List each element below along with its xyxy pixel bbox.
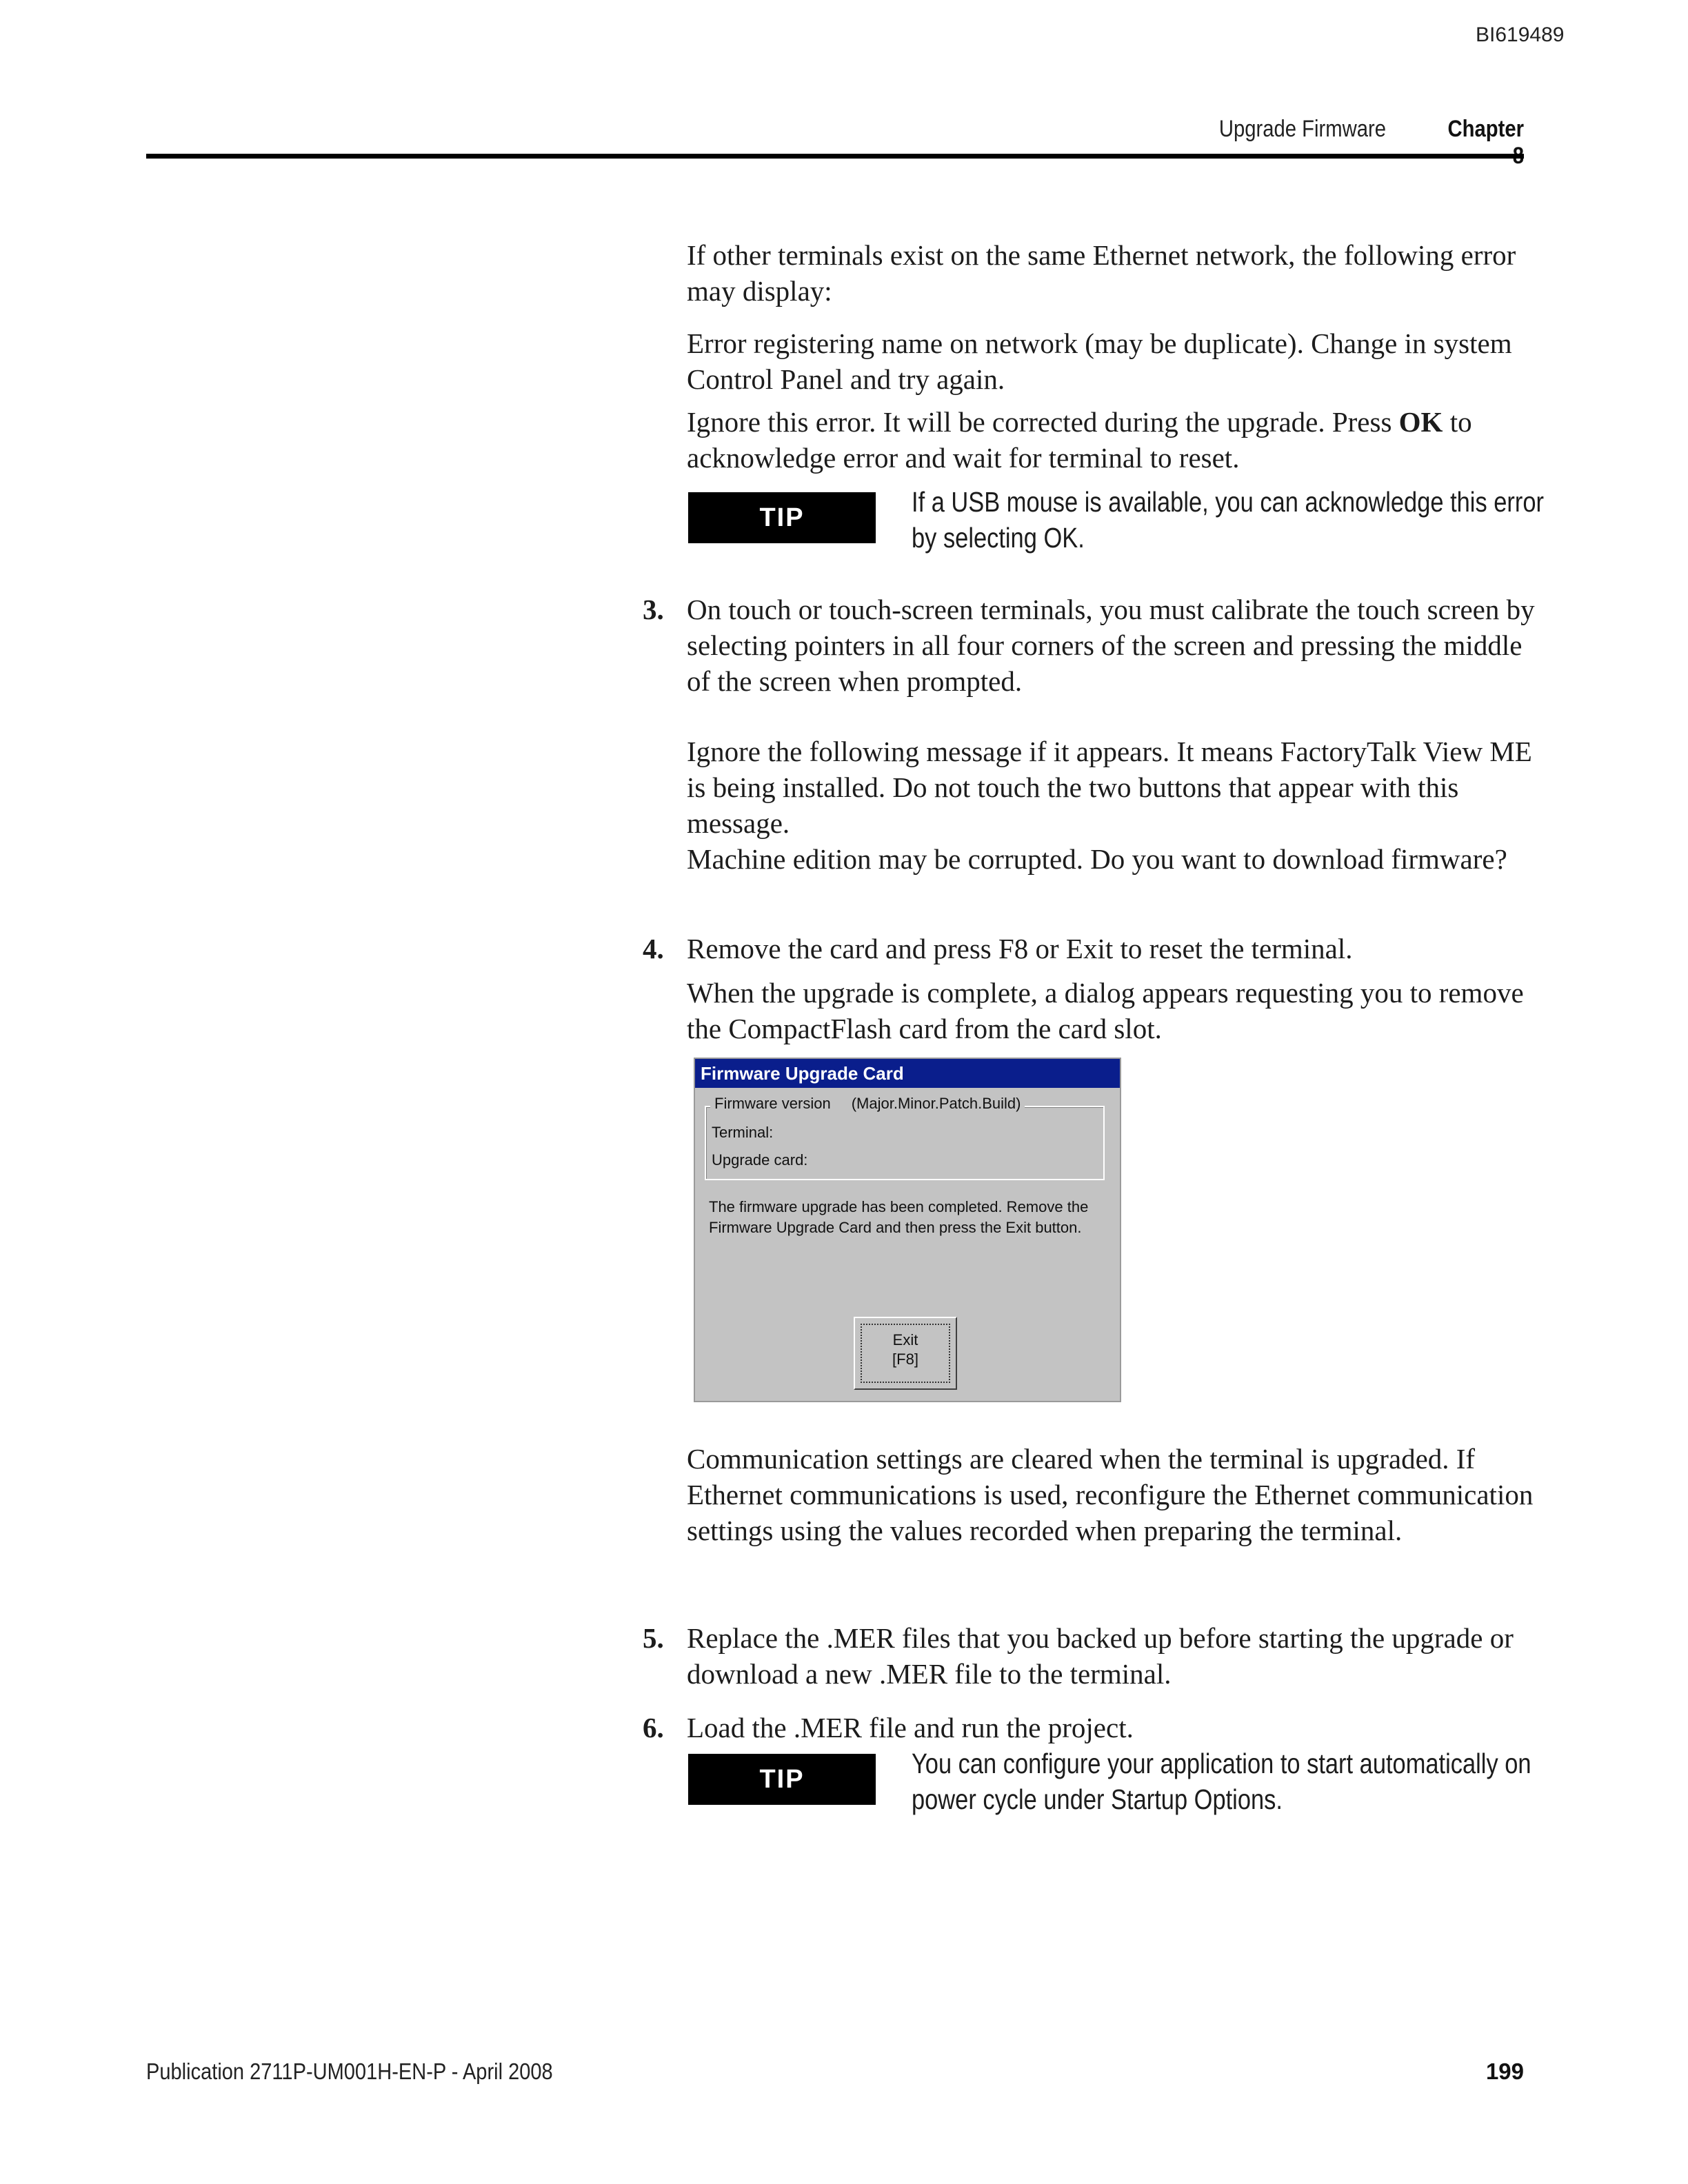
paragraph-error-message: Error registering name on network (may be duplicate). Change in system Control Panel and try again. [687,327,1512,395]
paragraph-other-terminals: If other terminals exist on the same Ethernet network, the following error may display: [687,239,1516,307]
step-6-text: Load the .MER file and run the project. [687,1712,1134,1743]
firmware-upgrade-dialog [694,1058,1121,1402]
step-3-note: Ignore the following message if it appears. It means FactoryTalk View ME is being installed. Do not touch the two buttons that appear with this message. [687,736,1532,839]
ignore-error-text-end: to acknowledge error and wait for terminal to reset. [687,406,1472,474]
tip-label: TIP [688,1754,876,1805]
exit-button[interactable] [854,1317,957,1390]
communication-settings-note: Communication settings are cleared when the terminal is upgraded. If Ethernet communications is used, reconfigure the Ethernet communication settings using the values recorded when preparing the terminal. [687,1443,1534,1546]
header-chapter: Chapter [1447,116,1524,142]
tip-label: TIP [688,492,876,543]
terminal-version-label: Terminal: [712,1124,774,1141]
exit-button-focus [861,1324,950,1383]
ok-emphasis: OK [1398,406,1443,438]
firmware-version-label: Firmware version [714,1095,831,1112]
step-3-message: Machine edition may be corrupted. Do you want to download firmware? [687,843,1507,875]
step-3-text: On touch or touch-screen terminals, you must calibrate the touch screen by selecting pointers in all four corners of the screen and pressing the middle of the screen when prompted. [687,594,1535,697]
dialog-message: The firmware upgrade has been completed. Remove the Firmware Upgrade Card and then press the Exit button. [709,1198,1089,1236]
firmware-version-format: (Major.Minor.Patch.Build) [851,1095,1021,1112]
step-5-text: Replace the .MER files that you backed up before starting the upgrade or download a new .MER file to the terminal. [687,1622,1514,1690]
footer-publication: Publication 2711P-UM001H-EN-P - April 2008 [146,2059,553,2084]
step-4-text: Remove the card and press F8 or Exit to reset the terminal. [687,933,1353,964]
header-rule [146,154,1524,159]
step-number: 6. [643,1712,664,1743]
tip-text-startup-options: You can configure your application to start automatically on power cycle under Startup Options. [912,1748,1531,1815]
firmware-version-legend [710,1095,1025,1113]
paragraph-ignore-error [687,404,1535,476]
page-number: 199 [1485,2059,1524,2084]
step-number: 5. [643,1622,664,1654]
exit-button-key: [F8] [892,1351,918,1368]
document-id: BI619489 [1476,23,1565,46]
dialog-title: Firmware Upgrade Card [695,1059,1120,1088]
ignore-error-text-start: Ignore this error. It will be corrected during the upgrade. Press [687,406,1399,438]
tip-text-usb-mouse: If a USB mouse is available, you can acknowledge this error by selecting OK. [912,486,1544,554]
step-number: 3. [643,594,664,625]
step-number: 4. [643,933,664,964]
step-4-note: When the upgrade is complete, a dialog appears requesting you to remove the CompactFlash card from the card slot. [687,977,1524,1044]
card-version-label: Upgrade card: [712,1151,808,1169]
exit-button-label: Exit [892,1331,918,1348]
header-section-title: Upgrade Firmware [1218,116,1386,142]
